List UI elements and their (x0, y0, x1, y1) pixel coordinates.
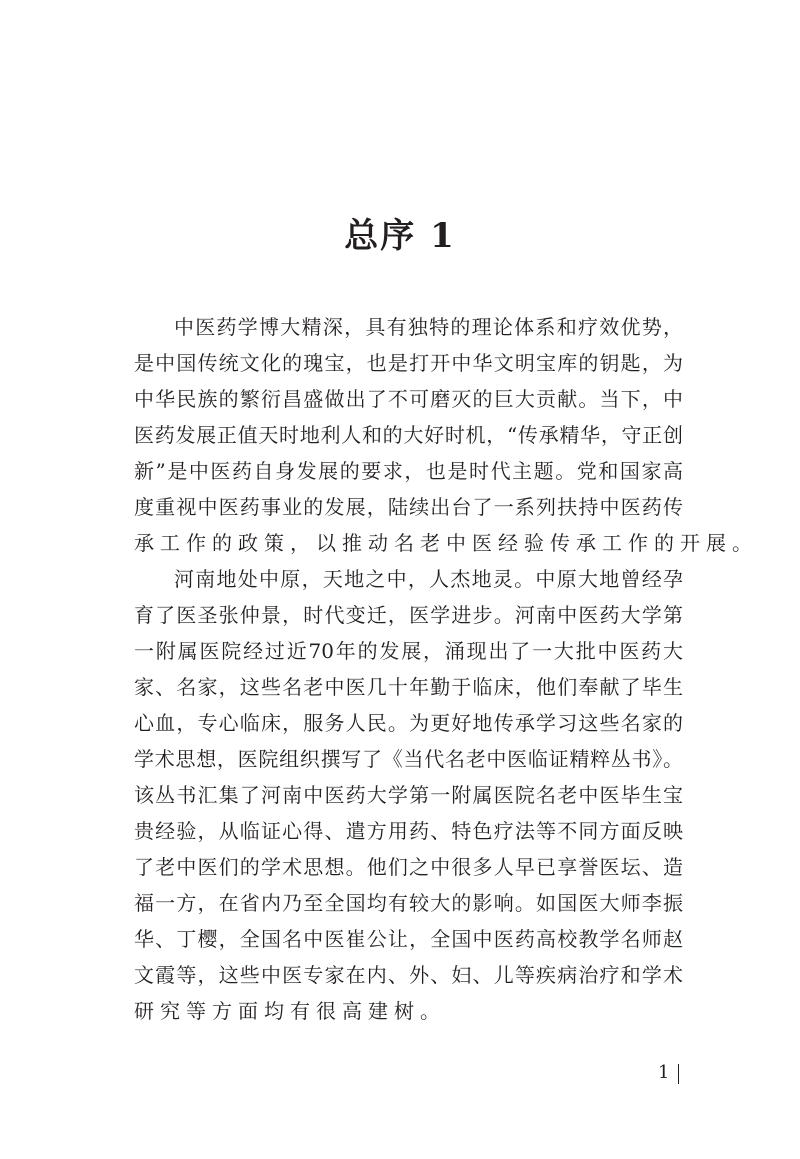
paragraph-line: 承工作的政策，以推动名老中医经验传承工作的开展。 (134, 531, 758, 555)
paragraph-line: 华、丁樱，全国名中医崔公让，全国中医药高校教学名师赵 (134, 927, 683, 951)
paragraph-line: 该丛书汇集了河南中医药大学第一附属医院名老中医毕生宝 (134, 783, 683, 807)
body-text (134, 309, 758, 1029)
paragraph (134, 561, 683, 1029)
paragraph-line: 是中国传统文化的瑰宝，也是打开中华文明宝库的钥匙，为 (134, 351, 683, 375)
paragraph-line: 家、名家，这些名老中医几十年勤于临床，他们奉献了毕生 (134, 675, 683, 699)
paragraph-line: 贵经验，从临证心得、遣方用药、特色疗法等不同方面反映 (134, 819, 683, 843)
paragraph-line: 中华民族的繁衍昌盛做出了不可磨灭的巨大贡献。当下，中 (134, 387, 683, 411)
paragraph-line: 心血，专心临床，服务人民。为更好地传承学习这些名家的 (134, 711, 683, 735)
paragraph-line: 医药发展正值天时地利人和的大好时机，“传承精华，守正创 (134, 423, 683, 447)
paragraph-line: 学术思想，医院组织撰写了《当代名老中医临证精粹丛书》。 (134, 747, 683, 771)
paragraph (134, 309, 758, 561)
paragraph-line: 一附属医院经过近70年的发展，涌现出了一大批中医药大 (134, 639, 683, 663)
paragraph-line: 度重视中医药事业的发展，陆续出台了一系列扶持中医药传 (134, 495, 683, 519)
paragraph-line: 河南地处中原，天地之中，人杰地灵。中原大地曾经孕 (174, 567, 683, 591)
paragraph-line: 福一方，在省内乃至全国均有较大的影响。如国医大师李振 (134, 891, 683, 915)
paragraph-line: 育了医圣张仲景，时代变迁，医学进步。河南中医药大学第 (134, 603, 683, 627)
paragraph-line: 研究等方面均有很高建树。 (134, 999, 446, 1023)
paragraph-line: 了老中医们的学术思想。他们之中很多人早已享誉医坛、造 (134, 855, 683, 879)
paragraph-line: 中医药学博大精深，具有独特的理论体系和疗效优势， (174, 315, 683, 339)
paragraph-line: 文霞等，这些中医专家在内、外、妇、儿等疾病治疗和学术 (134, 963, 683, 987)
page-number: 1 (658, 1062, 670, 1083)
page-title: 总序 1 (344, 216, 456, 256)
paragraph-line: 新”是中医药自身发展的要求，也是时代主题。党和国家高 (134, 459, 683, 483)
page-number-divider (678, 1064, 679, 1084)
